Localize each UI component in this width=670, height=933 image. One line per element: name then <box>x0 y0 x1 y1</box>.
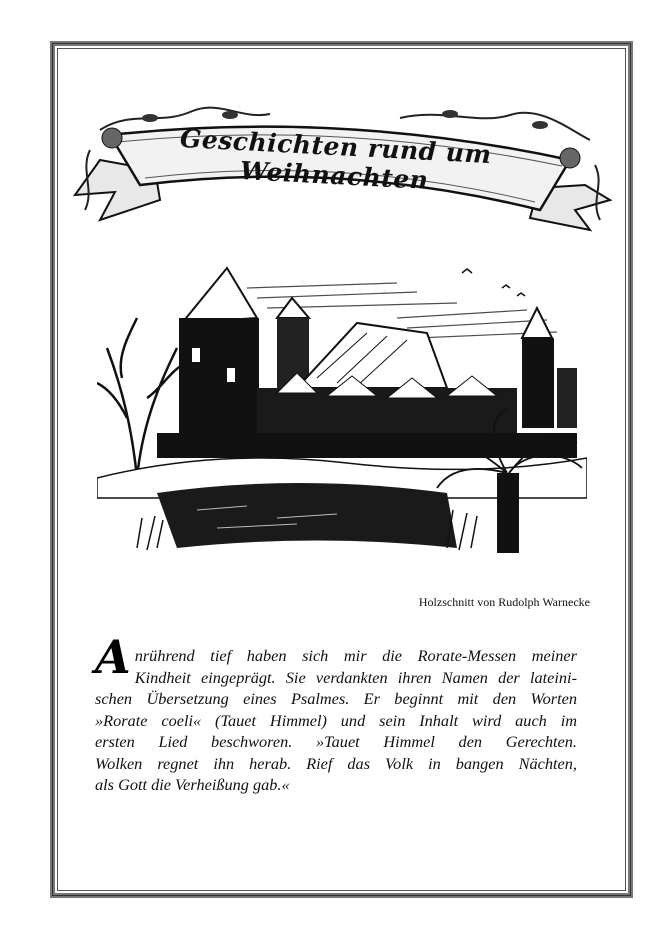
text-line: Kindheit eingeprägt. Sie verdankten ihren Namen der lateini- <box>134 667 577 687</box>
article-body <box>95 630 577 796</box>
banner-title: Geschichten rund um Weihnachten <box>179 123 493 195</box>
drop-cap: A <box>95 630 131 684</box>
woodcut-illustration <box>97 248 587 576</box>
text-line: Wolken regnet ihn herab. Rief das Volk in bangen Nächten, <box>95 753 577 773</box>
illustration-caption: Holzschnitt von Rudolph Warnecke <box>418 595 590 609</box>
text-line: ersten Lied beschworen. »Tauet Himmel den Gerechten. <box>95 732 577 751</box>
text-line: nrührend tief haben sich mir die Rorate-Messen meiner <box>134 646 577 665</box>
text-line: als Gott die Verheißung gab.« <box>95 775 290 794</box>
text-line: »Rorate coeli« (Tauet Himmel) und sein Inhalt wird auch im <box>95 710 577 730</box>
text-line: schen Übersetzung eines Psalmes. Er beginnt mit den Worten <box>95 689 577 708</box>
